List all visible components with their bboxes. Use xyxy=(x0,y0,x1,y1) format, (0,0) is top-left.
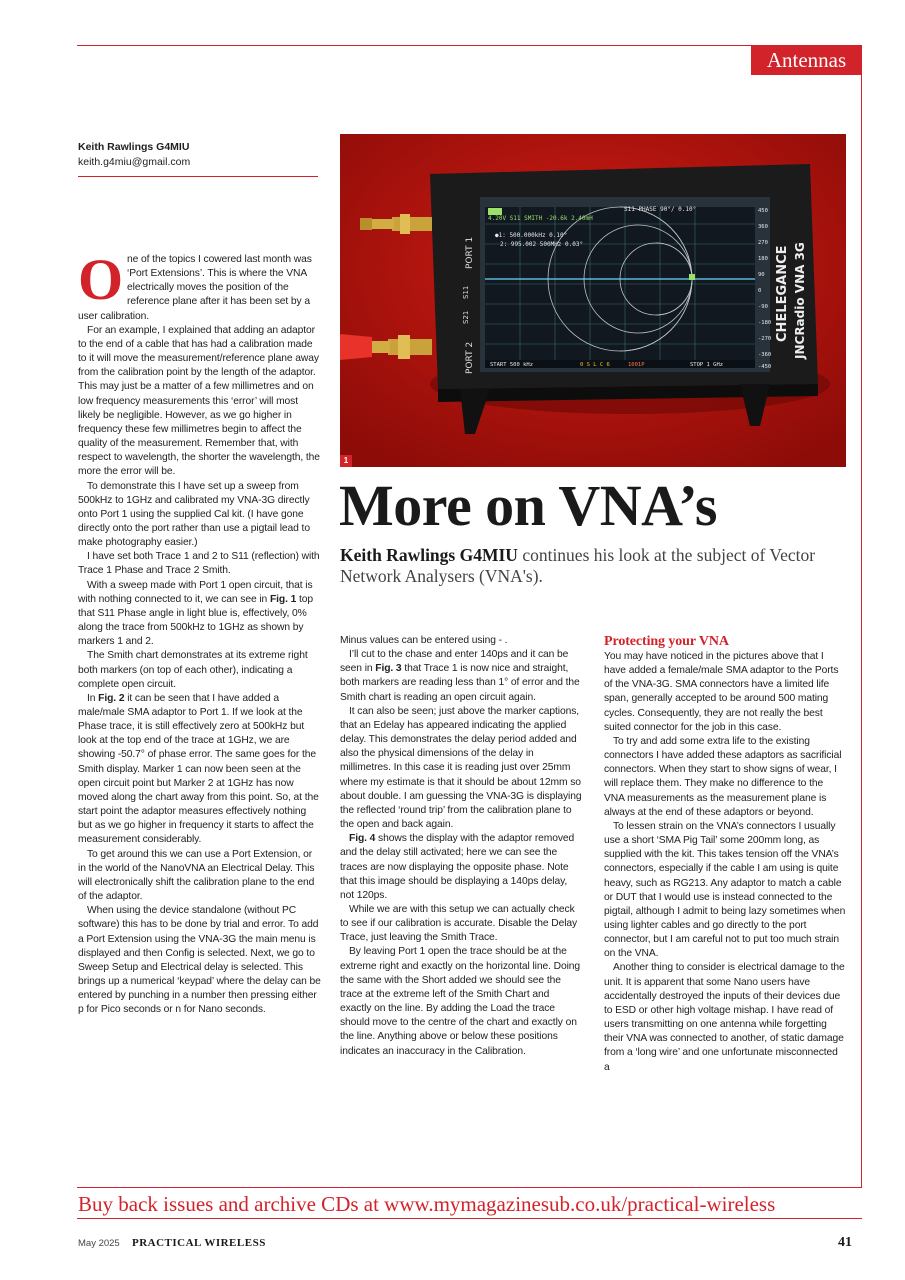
vna-photo xyxy=(340,134,846,467)
screen-stop: STOP 1 GHz xyxy=(690,362,724,368)
fig-ref: Fig. 2 xyxy=(98,692,125,704)
screen-start: START 500 kHz xyxy=(490,362,534,368)
paragraph: It can also be seen; just above the marker captions, that an Edelay has appeared indicating the applied delay. This demonstrates the delay period added and also the physical dimensions of the delay in millimetres. In this case it is reading just over 25mm where my estimate is that it should be about 12mm so about double. I am guessing the VNA-3G is displaying the reflected ‘round trip’ from the calibration plane to the open and back again. xyxy=(340,705,582,831)
paragraph: When using the device standalone (without PC software) this has to be done by trial and error. To add a Port Extension using the VNA-3G the main menu is displayed and then Config is selected. Next, we go to Sweep Setup and Electrical delay is selected. This brings up a numerical ‘keypad’ where the delay can be entered by punching in a number then pressing either p for Pico seconds or n for Nano seconds. xyxy=(78,905,321,1016)
issue-date: May 2025 xyxy=(78,1238,120,1249)
paragraph: Another thing to consider is electrical damage to the unit. It is apparent that some Nano users have accidentally destroyed the inputs of their devices due to ESD or other high voltage mishap. I have read of users transmitting on one antenna while forgetting their VNA was connected to another, of static damage from a ‘long wire’ and one unfortunate misconnected a xyxy=(604,962,845,1073)
paragraph: While we are with this setup we can actually check to see if our calibration is accurate. Disable the Delay Trace, just leaving the Smith Trace. xyxy=(340,903,578,944)
paragraph: With a sweep made with Port 1 open circuit, that is with nothing connected to it, we can see in Fig. 1 top that S11 Phase angle in light blue is, effectively, 0% along the trace from 500kHz to 1GHz as shown by markers 1 and 2. xyxy=(78,579,314,648)
subheading: Protecting your VNA xyxy=(604,634,729,649)
screen-marker2: 2: 995.002 500MHz 0.03° xyxy=(500,241,584,248)
right-rule xyxy=(861,75,862,1187)
paragraph: Fig. 4 shows the display with the adaptor removed and the delay still activated; here we can see the traces are now displaying the opposite phase. Note that this image should be displaying a 140ps delay, not 120ps. xyxy=(340,833,575,901)
section-tag: Antennas xyxy=(751,45,862,75)
paragraph: You may have noticed in the pictures above that I have added a female/male SMA adaptor to the Ports of the VNA-3G. SMA connectors have a limited life span, generally accepted to be around 500 mating cycles. Consequently, they are not really the best suited connector for the job in this case. xyxy=(604,651,839,733)
paragraph: Minus values can be entered using - . xyxy=(340,635,508,646)
svg-text:180: 180 xyxy=(758,256,768,262)
svg-text:-270: -270 xyxy=(758,336,772,342)
paragraph: To demonstrate this I have set up a sweep from 500kHz to 1GHz and calibrated my VNA-3G directly onto Port 1 using the supplied Cal kit. (I have gone directly onto the port rather than use a pigtail lead to make photography easier.) xyxy=(78,480,310,549)
s21-label: S21 xyxy=(462,310,470,324)
paragraph: To try and add some extra life to the existing connectors I have added these adaptors as sacrificial connectors. When they start to show signs of wear, I will replace them. They make no difference to the VNA measurements as the measurement plane is always at the end of these adaptors or beyond. xyxy=(604,735,842,818)
svg-text:-450: -450 xyxy=(758,364,772,370)
column-3 xyxy=(604,634,846,1075)
svg-text:-90: -90 xyxy=(758,304,768,310)
svg-text:0: 0 xyxy=(758,288,762,294)
promo-bottom-rule xyxy=(77,1218,862,1219)
drop-cap: O xyxy=(78,247,124,312)
screen-cal: 0 S L C 6 xyxy=(580,362,610,368)
svg-text:-180: -180 xyxy=(758,320,772,326)
screen-marker1: ●1: 500.000kHz 0.10° xyxy=(495,232,568,239)
author-email[interactable]: keith.g4miu@gmail.com xyxy=(78,156,191,168)
fig-ref: Fig. 3 xyxy=(375,663,402,675)
column-2 xyxy=(340,634,582,1059)
paragraph: To get around this we can use a Port Extension, or in the world of the NanoVNA an Electrical Delay. This will electronically shift the calibration plane to the end of the adaptor. xyxy=(78,848,315,903)
svg-text:270: 270 xyxy=(758,240,768,246)
paragraph: I’ll cut to the chase and enter 140ps and it can be seen in Fig. 3 that Trace 1 is now nice and straight, both markers are reading less than 1° of error and the Smith chart is reading an open circuit again. xyxy=(340,649,580,703)
article-title: More on VNA’s xyxy=(339,473,717,538)
paragraph: To lessen strain on the VNA’s connectors I usually use a short ‘SMA Pig Tail’ some 200mm long, as supplied with the kit. This takes tension off the VNA’s connectors, especially if the cable I am using is quite heavy, such as RG213. Any adaptor to match a cable or DUT that I would use is instead connected to the pigtail, although I admit to being lazy sometimes when using lighter cables and go directly to the port connector, but I am careful not to put too much strain on the VNA. xyxy=(604,820,846,960)
paragraph: In Fig. 2 it can be seen that I have added a male/male SMA adaptor to Port 1. If we look at the Phase trace, it is still effectively zero at 500kHz but look at the top end of the trace at 1GHz, we are showing -50.7° of phase error. The same goes for the Smith display. Marker 1 can now been seen at the open circuit point but Marker 2 at 1GHz has now moved along the chart away from this point. So, at the start point the adaptor measures effectively nothing but as we go higher in frequency it starts to affect the measurement considerably. xyxy=(78,692,319,846)
svg-text:360: 360 xyxy=(758,224,768,230)
back-issues-link[interactable]: Buy back issues and archive CDs at www.mymagazinesub.co.uk/practical-wireless xyxy=(78,1192,776,1216)
port1-label: PORT 1 xyxy=(465,236,475,269)
brand-label: CHELEGANCE xyxy=(775,245,790,342)
screen-delay: 1001P xyxy=(628,362,645,368)
author-name: Keith Rawlings G4MIU xyxy=(78,141,190,153)
promo-top-rule xyxy=(77,1187,862,1188)
author-block xyxy=(78,140,190,170)
top-rule xyxy=(77,45,862,46)
paragraph: I have set both Trace 1 and 2 to S11 (reflection) with Trace 1 Phase and Trace 2 Smith. xyxy=(78,551,320,577)
paragraph: By leaving Port 1 open the trace should be at the extreme right and exactly on the horizontal line. Doing the same with the Short added we should see the trace at the extreme left of the Smith Chart and exactly on the line. By adding the Load the trace should move to the centre of the chart and exactly on the line. Anything above or below these positions indicates an inaccuracy in the Calibration. xyxy=(340,946,581,1057)
port2-label: PORT 2 xyxy=(465,341,475,374)
standfirst: Keith Rawlings G4MIU continues his look at the subject of Vector Network Analysers (VNA's). xyxy=(340,545,816,586)
model-label: JNCRadio VNA 3G xyxy=(793,242,807,359)
author-rule xyxy=(78,176,318,177)
screen-trace1: 4.20V S11 SMITH -20.6k 2.40mH xyxy=(488,215,593,222)
intro-paragraph: One of the topics I cowered last month was ‘Port Extensions’. This is where the VNA electrically moves the position of the reference plane after it has been set by a user calibration. xyxy=(78,247,312,322)
svg-text:450: 450 xyxy=(758,208,768,214)
s11-label: S11 xyxy=(462,285,470,299)
fig-ref: Fig. 4 xyxy=(349,833,376,845)
magazine-name: PRACTICAL WIRELESS xyxy=(132,1237,266,1249)
svg-text:-360: -360 xyxy=(758,352,772,358)
figure-number: 1 xyxy=(340,455,352,467)
screen-trace2: S11 PHASE 90°/ 0.10° xyxy=(624,206,697,213)
paragraph: The Smith chart demonstrates at its extreme right both markers (on top of each other), indicating a complete open circuit. xyxy=(78,650,308,690)
fig-ref: Fig. 1 xyxy=(269,593,297,605)
paragraph: For an example, I explained that adding an adaptor to the end of a cable that has had a calibration made to it will move the measurement/reference plane away from the calibration point by the length of the adaptor. This may just be a matter of a few millimetres and on low frequency measurements this ‘error’ will most likely be negligible. However, as we go higher in frequency these few millimetres begin to affect the quality of the measurement. Remember that, with respect to wavelength, the shorter the wavelength, the more the error will be. xyxy=(78,324,320,478)
page-number: 41 xyxy=(838,1235,852,1250)
svg-text:90: 90 xyxy=(758,272,765,278)
column-1 xyxy=(78,247,322,1017)
